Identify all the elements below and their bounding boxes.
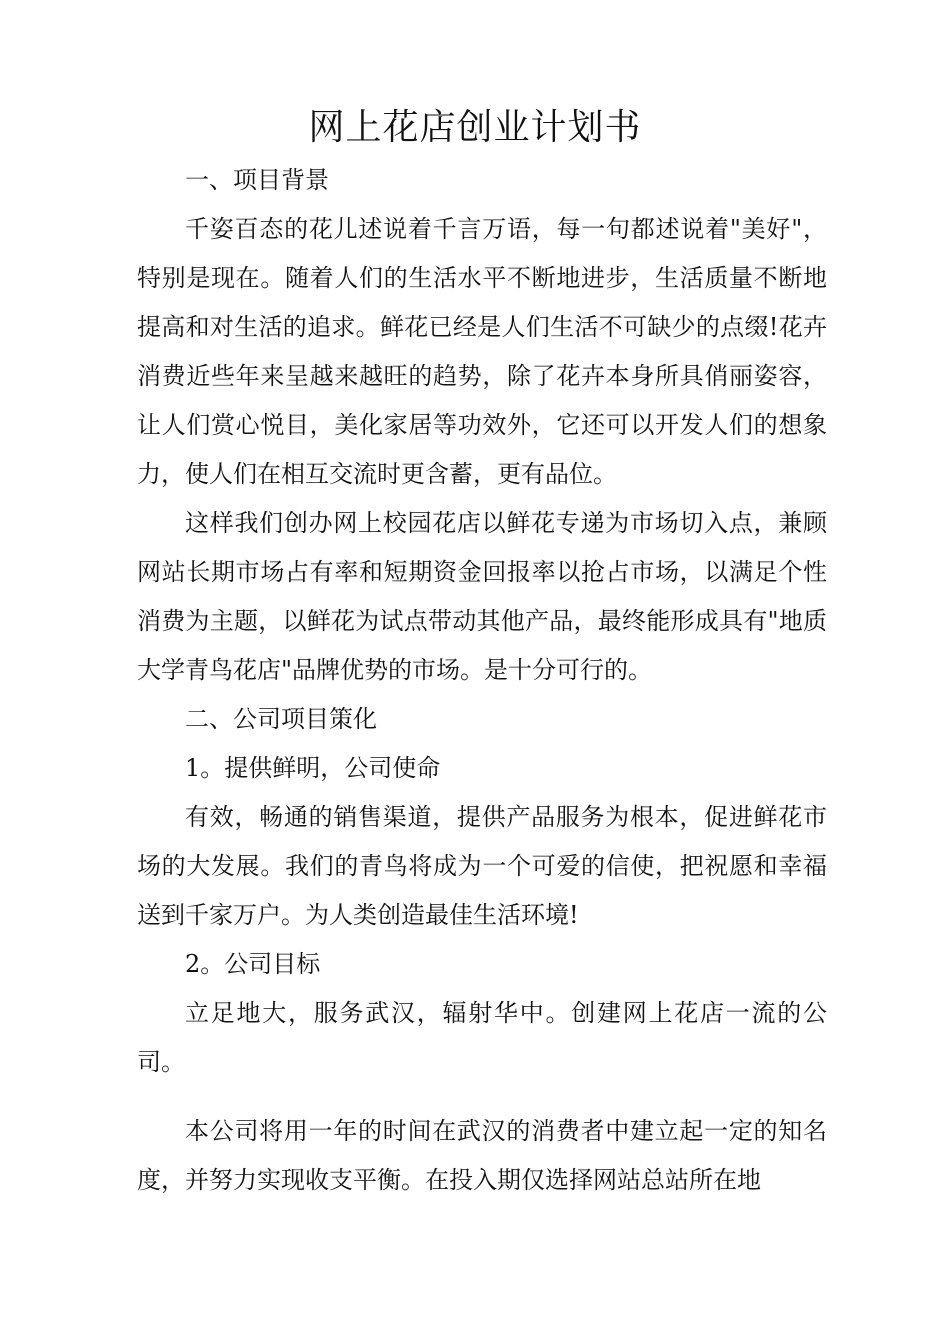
- subheading-mission: 1。提供鲜明，公司使命: [185, 754, 441, 782]
- section-heading-background: 一、项目背景: [185, 166, 329, 194]
- paragraph-mission: 有效，畅通的销售渠道，提供产品服务为根本，促进鲜花市场的大发展。我们的青鸟将成为一个可爱的信使，把祝愿和幸福送到千家万户。为人类创造最佳生活环境!: [137, 803, 827, 929]
- subheading-goals: 2。公司目标: [185, 950, 321, 978]
- document-title: 网上花店创业计划书: [308, 107, 642, 148]
- document-body: [137, 156, 827, 1205]
- section-heading-planning: 二、公司项目策化: [185, 705, 377, 733]
- paragraph-goals: 立足地大，服务武汉，辐射华中。创建网上花店一流的公司。: [137, 999, 827, 1076]
- paragraph-market-entry: 这样我们创办网上校园花店以鲜花专递为市场切入点，兼顾网站长期市场占有率和短期资金回报率以抢占市场，以满足个性消费为主题，以鲜花为试点带动其他产品，最终能形成具有"地质大学青鸟花店"品牌优势的市场。是十分可行的。: [137, 509, 827, 684]
- paragraph-background: 千姿百态的花儿述说着千言万语，每一句都述说着"美好"，特别是现在。随着人们的生活水平不断地进步，生活质量不断地提高和对生活的追求。鲜花已经是人们生活不可缺少的点缀!花卉消费近些年来呈越来越旺的趋势，除了花卉本身所具俏丽姿容，让人们赏心悦目，美化家居等功效外，它还可以开发人们的想象力，使人们在相互交流时更含蓄，更有品位。: [137, 215, 827, 488]
- paragraph-first-year-plan: 本公司将用一年的时间在武汉的消费者中建立起一定的知名度，并努力实现收支平衡。在投入期仅选择网站总站所在地: [137, 1117, 827, 1194]
